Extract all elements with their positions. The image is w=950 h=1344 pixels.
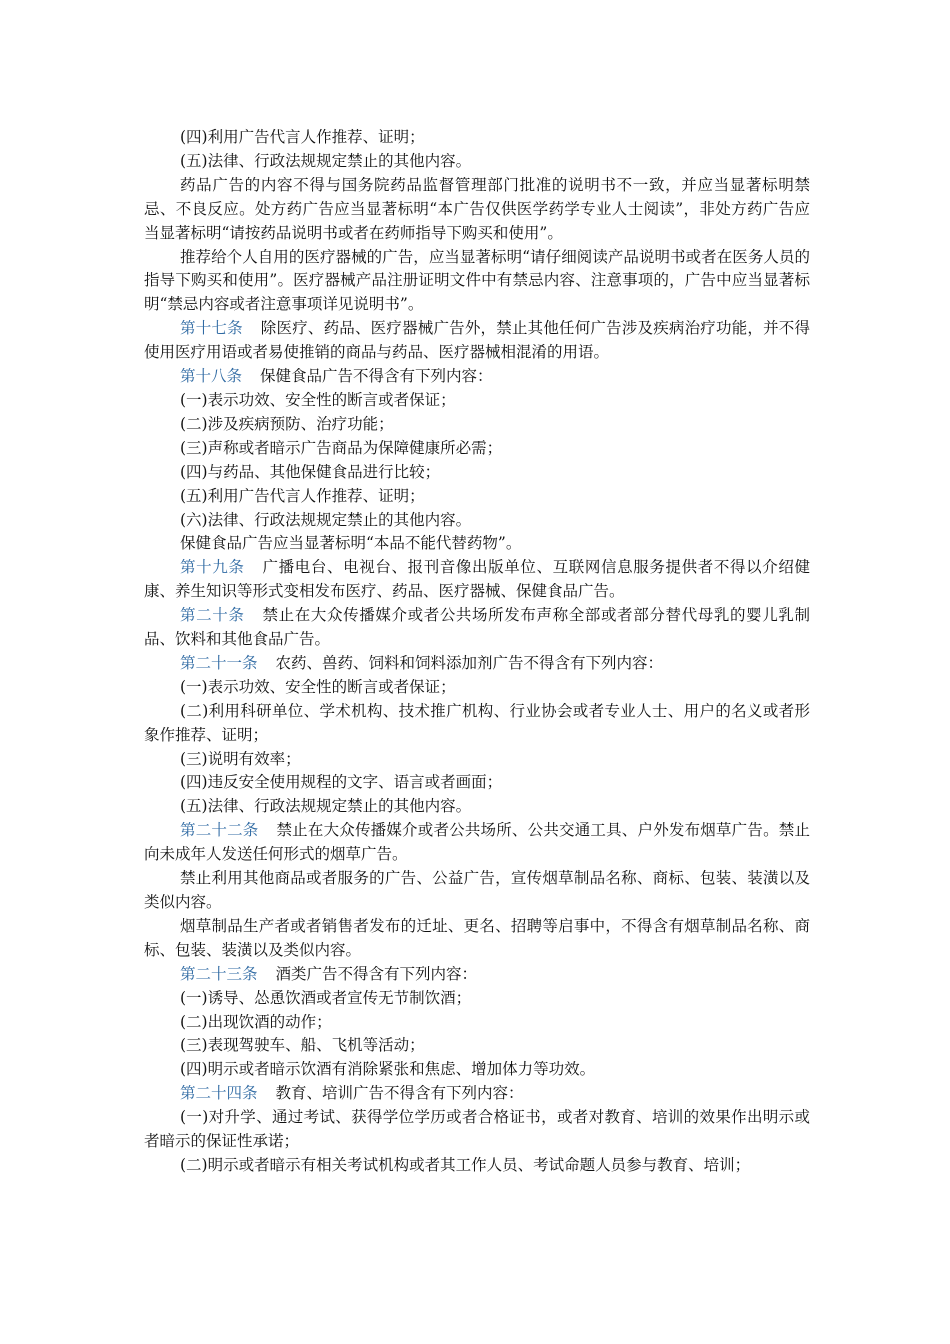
paragraph-text: 禁止利用其他商品或者服务的广告、公益广告，宣传烟草制品名称、商标、包装、装潢以及类似内容。 bbox=[144, 869, 810, 911]
paragraph-text: (五)利用广告代言人作推荐、证明； bbox=[180, 486, 425, 505]
body-paragraph bbox=[144, 1154, 810, 1178]
paragraph-text: (三)说明有效率； bbox=[180, 749, 301, 768]
paragraph-text: 除医疗、药品、医疗器械广告外，禁止其他任何广告涉及疾病治疗功能，并不得使用医疗用语或者易使推销的商品与药品、医疗器械相混淆的用语。 bbox=[144, 319, 810, 362]
paragraph-text: (四)与药品、其他保健食品进行比较； bbox=[180, 462, 441, 481]
article-number: 第二十条 bbox=[180, 606, 245, 625]
paragraph-text: 广播电台、电视台、报刊音像出版单位、互联网信息服务提供者不得以介绍健康、养生知识等形式变相发布医疗、药品、医疗器械、保健食品广告。 bbox=[144, 558, 810, 601]
body-paragraph bbox=[144, 532, 810, 556]
paragraph-text: (五)法律、行政法规规定禁止的其他内容。 bbox=[180, 151, 472, 170]
paragraph-text: (二)出现饮酒的动作； bbox=[180, 1012, 332, 1031]
paragraph-text: 禁止在大众传播媒介或者公共场所发布声称全部或者部分替代母乳的婴儿乳制品、饮料和其他食品广告。 bbox=[144, 606, 810, 649]
body-paragraph bbox=[144, 795, 810, 819]
body-paragraph bbox=[144, 437, 810, 461]
paragraph-text: (一)表示功效、安全性的断言或者保证； bbox=[180, 677, 456, 696]
paragraph-text: 烟草制品生产者或者销售者发布的迁址、更名、招聘等启事中，不得含有烟草制品名称、商标、包装、装潢以及类似内容。 bbox=[144, 916, 810, 959]
paragraph-text: (一)诱导、怂恿饮酒或者宣传无节制饮酒； bbox=[180, 988, 472, 1007]
body-paragraph bbox=[144, 748, 810, 772]
body-paragraph bbox=[144, 987, 810, 1011]
paragraph-text: (四)明示或者暗示饮酒有消除紧张和焦虑、增加体力等功效。 bbox=[180, 1060, 596, 1079]
paragraph-text: 药品广告的内容不得与国务院药品监督管理部门批准的说明书不一致，并应当显著标明禁忌、不良反应。处方药广告应当显著标明“本广告仅供医学药学专业人士阅读”，非处方药广告应当显著标明“请按药品说明书或者在药师指导下购买和使用”。 bbox=[144, 175, 810, 242]
paragraph-text: (二)利用科研单位、学术机构、技术推广机构、行业协会或者专业人士、用户的名义或者形象作推荐、证明； bbox=[144, 701, 810, 744]
article-paragraph bbox=[144, 317, 810, 365]
body-paragraph bbox=[144, 915, 810, 963]
body-paragraph bbox=[144, 413, 810, 437]
paragraph-text: (六)法律、行政法规规定禁止的其他内容。 bbox=[180, 510, 472, 529]
paragraph-text: (三)表现驾驶车、船、飞机等活动； bbox=[180, 1036, 425, 1055]
body-paragraph bbox=[144, 150, 810, 174]
article-number: 第二十二条 bbox=[180, 821, 259, 840]
paragraph-text: 农药、兽药、饲料和饲料添加剂广告不得含有下列内容： bbox=[275, 653, 664, 672]
paragraph-text: (一)对升学、通过考试、获得学位学历或者合格证书，或者对教育、培训的效果作出明示或者暗示的保证性承诺； bbox=[144, 1108, 810, 1151]
paragraph-text: (五)法律、行政法规规定禁止的其他内容。 bbox=[180, 797, 472, 816]
body-paragraph bbox=[144, 1011, 810, 1035]
body-paragraph bbox=[144, 509, 810, 533]
paragraph-text: 酒类广告不得含有下列内容： bbox=[275, 964, 478, 983]
paragraph-text: 禁止在大众传播媒介或者公共场所、公共交通工具、户外发布烟草广告。禁止向未成年人发送任何形式的烟草广告。 bbox=[144, 821, 810, 864]
body-paragraph bbox=[144, 1034, 810, 1058]
body-paragraph bbox=[144, 485, 810, 509]
paragraph-text: (四)违反安全使用规程的文字、语言或者画面； bbox=[180, 773, 503, 792]
body-paragraph bbox=[144, 174, 810, 246]
body-paragraph bbox=[144, 126, 810, 150]
article-number: 第十八条 bbox=[180, 367, 243, 386]
paragraph-text: (二)涉及疾病预防、治疗功能； bbox=[180, 414, 394, 433]
body-paragraph bbox=[144, 700, 810, 748]
paragraph-text: 保健食品广告不得含有下列内容： bbox=[260, 367, 493, 386]
paragraph-text: 推荐给个人自用的医疗器械的广告，应当显著标明“请仔细阅读产品说明书或者在医务人员的指导下购买和使用”。医疗器械产品注册证明文件中有禁忌内容、注意事项的，广告中应当显著标明“禁忌内容或者注意事项详见说明书”。 bbox=[144, 247, 810, 314]
body-paragraph bbox=[144, 867, 810, 915]
paragraph-text: 教育、培训广告不得含有下列内容： bbox=[275, 1084, 524, 1103]
article-paragraph bbox=[144, 365, 810, 389]
body-paragraph bbox=[144, 389, 810, 413]
article-paragraph bbox=[144, 963, 810, 987]
body-paragraph bbox=[144, 676, 810, 700]
article-paragraph bbox=[144, 1082, 810, 1106]
body-paragraph bbox=[144, 246, 810, 318]
article-paragraph bbox=[144, 556, 810, 604]
paragraph-text: 保健食品广告应当显著标明“本品不能代替药物”。 bbox=[180, 534, 522, 553]
body-paragraph bbox=[144, 1106, 810, 1154]
paragraph-text: (一)表示功效、安全性的断言或者保证； bbox=[180, 390, 456, 409]
article-number: 第十九条 bbox=[180, 558, 245, 577]
article-number: 第二十四条 bbox=[180, 1084, 258, 1103]
article-number: 第二十一条 bbox=[180, 653, 258, 672]
paragraph-text: (二)明示或者暗示有相关考试机构或者其工作人员、考试命题人员参与教育、培训； bbox=[180, 1155, 751, 1174]
article-paragraph bbox=[144, 652, 810, 676]
paragraph-text: (三)声称或者暗示广告商品为保障健康所必需； bbox=[180, 438, 503, 457]
paragraph-text: (四)利用广告代言人作推荐、证明； bbox=[180, 128, 425, 146]
article-paragraph bbox=[144, 604, 810, 652]
article-paragraph bbox=[144, 819, 810, 867]
article-number: 第十七条 bbox=[180, 319, 243, 338]
body-paragraph bbox=[144, 771, 810, 795]
body-paragraph bbox=[144, 1058, 810, 1082]
article-number: 第二十三条 bbox=[180, 964, 258, 983]
body-paragraph bbox=[144, 461, 810, 485]
